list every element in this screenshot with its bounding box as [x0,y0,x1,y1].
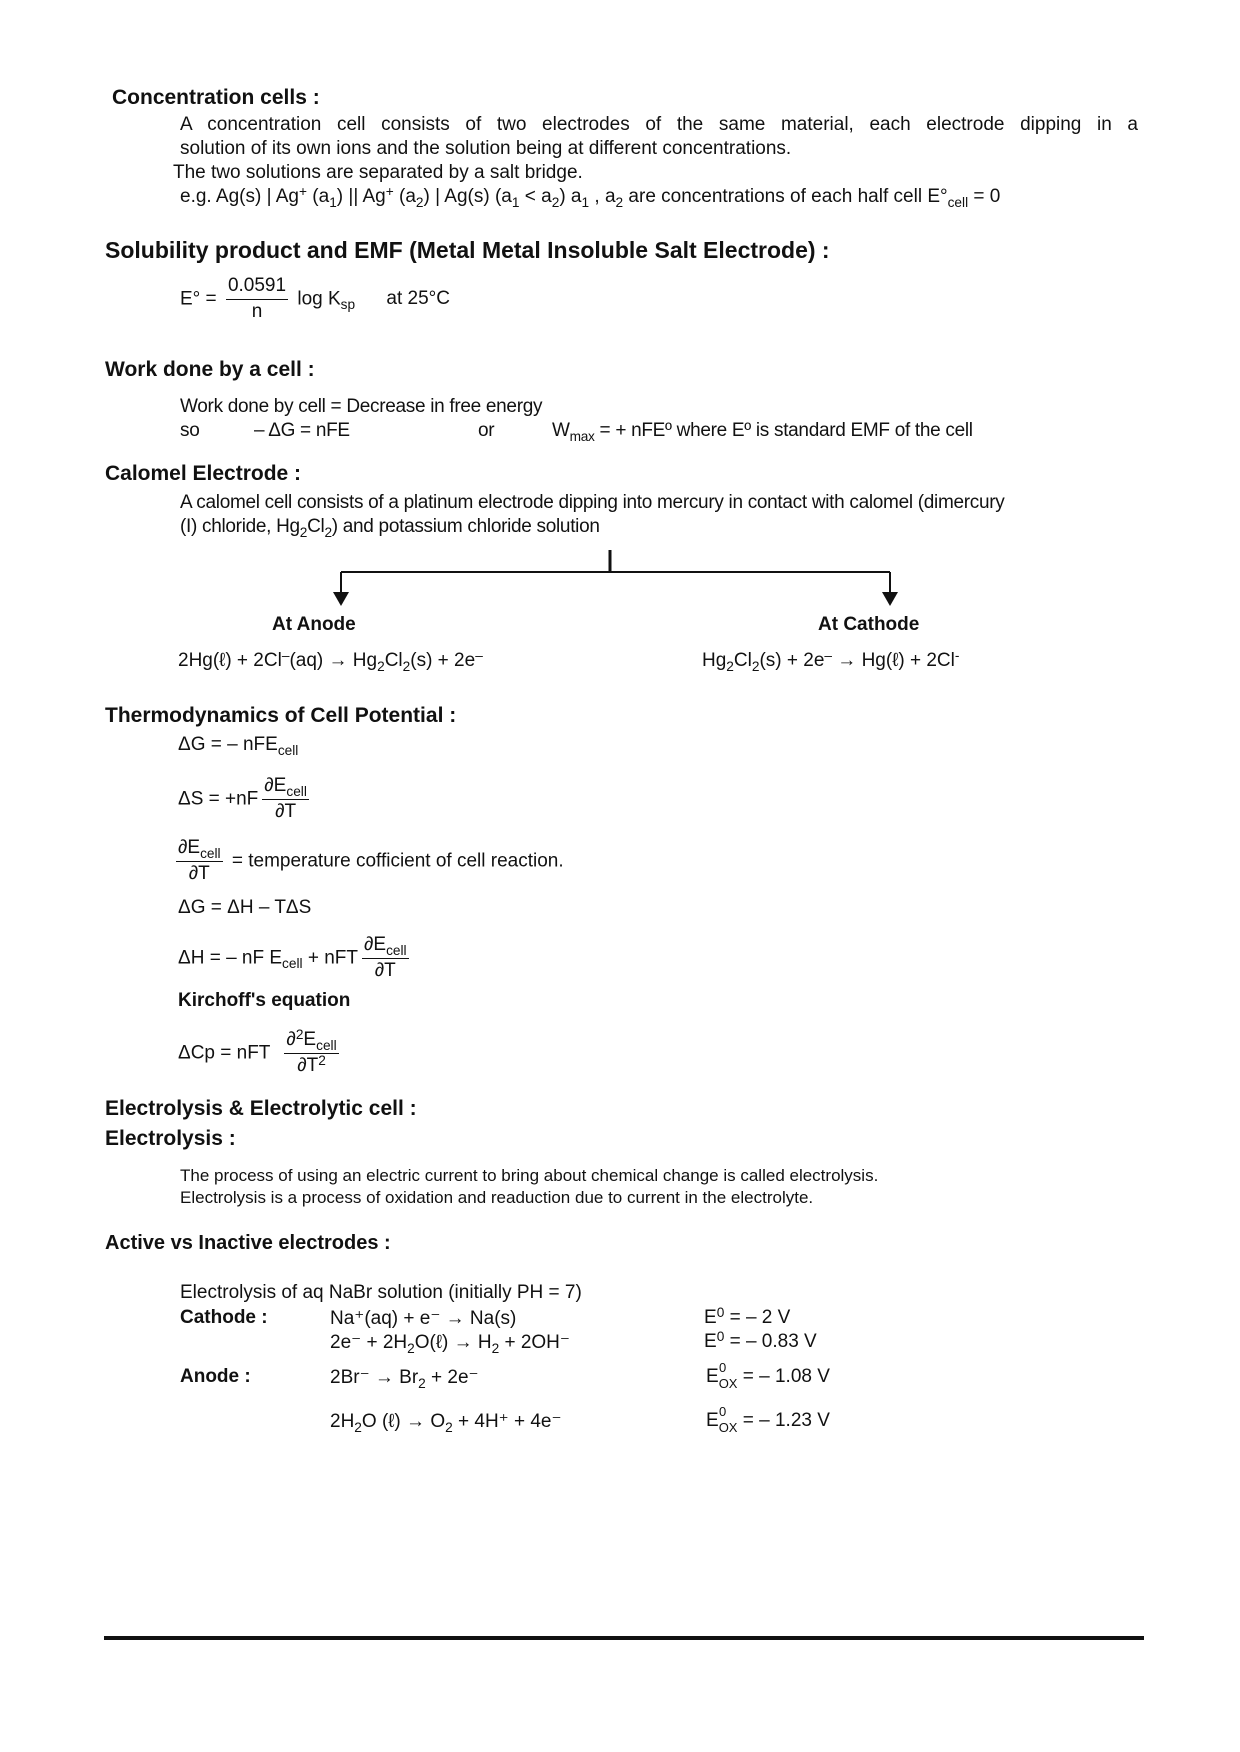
work-eq1: – ΔG = nFE [254,420,350,441]
numerator: ∂E [178,837,201,858]
subscript: sp [340,297,356,313]
electrolysis-line2: Electrolysis is a process of oxidation and readuction due to current in the electrolyte. [180,1188,814,1207]
subscript: 1 [329,194,337,210]
subscript: OX [718,1376,738,1391]
gibbs-equation: ΔG = ΔH – TΔS [178,897,312,918]
work-or-label: or [478,420,495,441]
concentration-para-line1: A concentration cell consists of two electrodes of the same material, each electrode dipping in a [180,114,1138,135]
numerator: E [303,1029,317,1050]
numerator: ∂E [264,775,287,796]
formula-lhs: E° = [180,288,217,310]
solubility-heading [105,237,830,264]
text: (s) + 2e [759,650,825,671]
work-line1: Work done by cell = Decrease in free energy [180,396,543,417]
text: Cl [384,650,403,671]
example-text: < a [519,186,552,207]
subscript: cell [316,1037,337,1053]
text: 2H [330,1411,355,1432]
calomel-line2: (I) chloride, $Hg_2Cl_2$) and potassium chloride solution [180,516,600,540]
fraction [176,838,223,885]
reaction-water-oxidation [330,1410,562,1433]
text: E [706,1410,719,1431]
electrolysis-line1: The process of using an electric current to bring about chemical change is called electrolysis. [180,1166,879,1185]
example-text: (a [393,186,416,207]
text: ΔH = – nF E [178,947,283,969]
text: O(ℓ) → H [414,1332,492,1353]
cathode-equation: $Hg_2Cl_2(s) + 2e^-$ → Hg(ℓ) + 2Cl- [702,647,960,674]
text: O (ℓ) → O [361,1411,446,1432]
denominator: n [251,300,263,322]
example-text: ) || Ag [336,186,386,207]
text: + nFT [302,947,358,969]
text: ) and potassium chloride solution [331,516,600,537]
heading-rest: (Metal Metal Insoluble Salt Electrode) : [402,237,830,263]
text: Cl [307,516,325,537]
subscript: 2 [407,1340,415,1356]
superscript: 2 [295,1026,304,1042]
subscript: 2 [615,194,624,210]
concentration-para-line2: solution of its own ions and the solution being at different concentrations. [180,138,792,159]
fraction [226,276,288,323]
potential-na [704,1304,791,1329]
cathode-row-label: Cathode : [180,1307,268,1328]
denominator: ∂T [374,959,396,981]
text: + 4H⁺ + 4e⁻ [452,1411,562,1432]
anode-equation: 2Hg(ℓ) + $2Cl^-(aq) \to Hg_2Cl_2(s) + 2e^-$ [178,647,483,674]
subscript: 2 [491,1340,500,1356]
reaction-na: Na⁺(aq) + e⁻ → Na(s) [330,1308,517,1329]
text: E [704,1331,717,1352]
subscript: cell [386,942,407,958]
temperature-condition: at 25°C [386,288,450,310]
subscript: OX [718,1420,738,1435]
calomel-branch-diagram [320,550,920,610]
dg-equation [178,734,298,756]
text: E [704,1307,717,1328]
text: 2e⁻ + 2H [330,1332,408,1353]
text: ΔG = – nFE [178,734,278,755]
electrolysis-cell-heading: Electrolysis & Electrolytic cell : [105,1097,417,1120]
text: E [706,1366,719,1387]
text: + 2OH⁻ [499,1332,570,1353]
subscript: cell [286,783,307,799]
nabr-title: Electrolysis of aq NaBr solution (initially PH = 7) [180,1282,582,1303]
potential-water-reduction [704,1328,817,1353]
subscript: 2 [551,194,560,210]
text: ΔCp = nFT [178,1042,271,1064]
fraction [284,1026,338,1077]
numerator: 0.0591 [226,276,288,300]
reaction-water-reduction [330,1331,570,1354]
dh-equation [178,935,413,982]
calomel-heading: Calomel Electrode : [105,462,302,485]
text: Cl [733,650,752,671]
subscript: cell [947,194,969,210]
subscript: 1 [581,194,590,210]
text: (aq) → Hg [289,650,378,671]
arrow-down-icon [333,592,349,606]
example-text: (a [307,186,330,207]
text: → Hg(ℓ) + 2Cl [832,650,955,671]
potential-bromide [706,1360,830,1391]
work-heading: Work done by a cell : [105,358,315,381]
subscript: 2 [418,1375,426,1391]
solubility-formula [180,276,450,323]
numerator: ∂ [286,1029,296,1050]
electrolysis-heading: Electrolysis : [105,1127,236,1150]
example-text: , a [589,186,616,207]
arrow-down-icon [882,592,898,606]
superscript: 0 [719,1360,727,1375]
example-text: e.g. Ag(s) | Ag [180,186,300,207]
superscript: – [281,647,290,663]
text: = – 2 V [724,1307,791,1328]
subscript: 2 [354,1419,362,1435]
text: (s) + 2e [410,650,476,671]
superscript: + [299,183,307,199]
text: = – 0.83 V [724,1331,817,1352]
concentration-cells-heading: Concentration cells : [112,86,320,109]
text: 2Hg(ℓ) + 2Cl [178,650,282,671]
superscript: 0 [716,1328,725,1344]
text: = temperature cofficient of cell reaction. [231,850,564,872]
dcp-equation [178,1026,343,1077]
fraction [362,935,409,982]
w-symbol: W [552,420,570,441]
subscript: 2 [445,1419,453,1435]
text: + 2e⁻ [425,1367,479,1388]
concentration-para-line3: The two solutions are separated by a salt bridge. [173,162,583,183]
example-text: ) a [559,186,582,207]
example-text: are concentrations of each half cell E° [623,186,948,207]
reaction-bromide [330,1366,479,1389]
superscript: – [475,647,483,663]
subscript: max [569,428,595,444]
work-so-label: so [180,420,200,441]
text: = – 1.23 V [737,1410,830,1431]
potential-water-oxidation [706,1404,830,1435]
heading-bold: Solubility product and EMF [105,237,403,263]
superscript: 0 [716,1304,725,1320]
text: (I) chloride, Hg [180,516,300,537]
superscript: + [385,183,394,199]
temp-coefficient-line [176,838,564,885]
ds-equation [178,776,313,823]
kirchoff-heading: Kirchoff's equation [178,990,351,1011]
example-text: ) | Ag(s) (a [423,186,512,207]
text: Hg [702,650,727,671]
text: = – 1.08 V [737,1366,830,1387]
concentration-example [180,183,1001,210]
subscript: cell [282,956,303,972]
denominator: ∂T [275,800,297,822]
numerator: ∂E [364,934,387,955]
superscript: – [824,647,833,663]
subscript: cell [277,742,299,758]
subscript: cell [200,845,221,861]
subscript: 2 [415,194,424,210]
superscript: 2 [318,1052,326,1068]
calomel-line1: A calomel cell consists of a platinum electrode dipping into mercury in contact with calomel (dimercury [180,492,1005,513]
work-eq2-text: = + nFEº where Eº is standard EMF of the cell [594,420,973,441]
text: ΔS = +nF [178,788,259,810]
anode-label: At Anode [272,614,356,635]
denominator: ∂T [188,862,210,884]
log-term: log K [297,288,341,310]
fraction [262,776,309,823]
denominator: ∂T [297,1054,319,1076]
text: 2Br⁻ → Br [330,1367,419,1388]
subscript: 1 [511,194,520,210]
superscript: 0 [719,1404,727,1419]
thermo-heading: Thermodynamics of Cell Potential : [105,704,457,727]
superscript: - [954,647,960,663]
work-eq2 [552,420,973,442]
footer-divider [104,1636,1144,1640]
example-text: = 0 [968,186,1001,207]
active-inactive-heading: Active vs Inactive electrodes : [105,1232,391,1254]
anode-row-label: Anode : [180,1366,251,1387]
cathode-label: At Cathode [818,614,920,635]
